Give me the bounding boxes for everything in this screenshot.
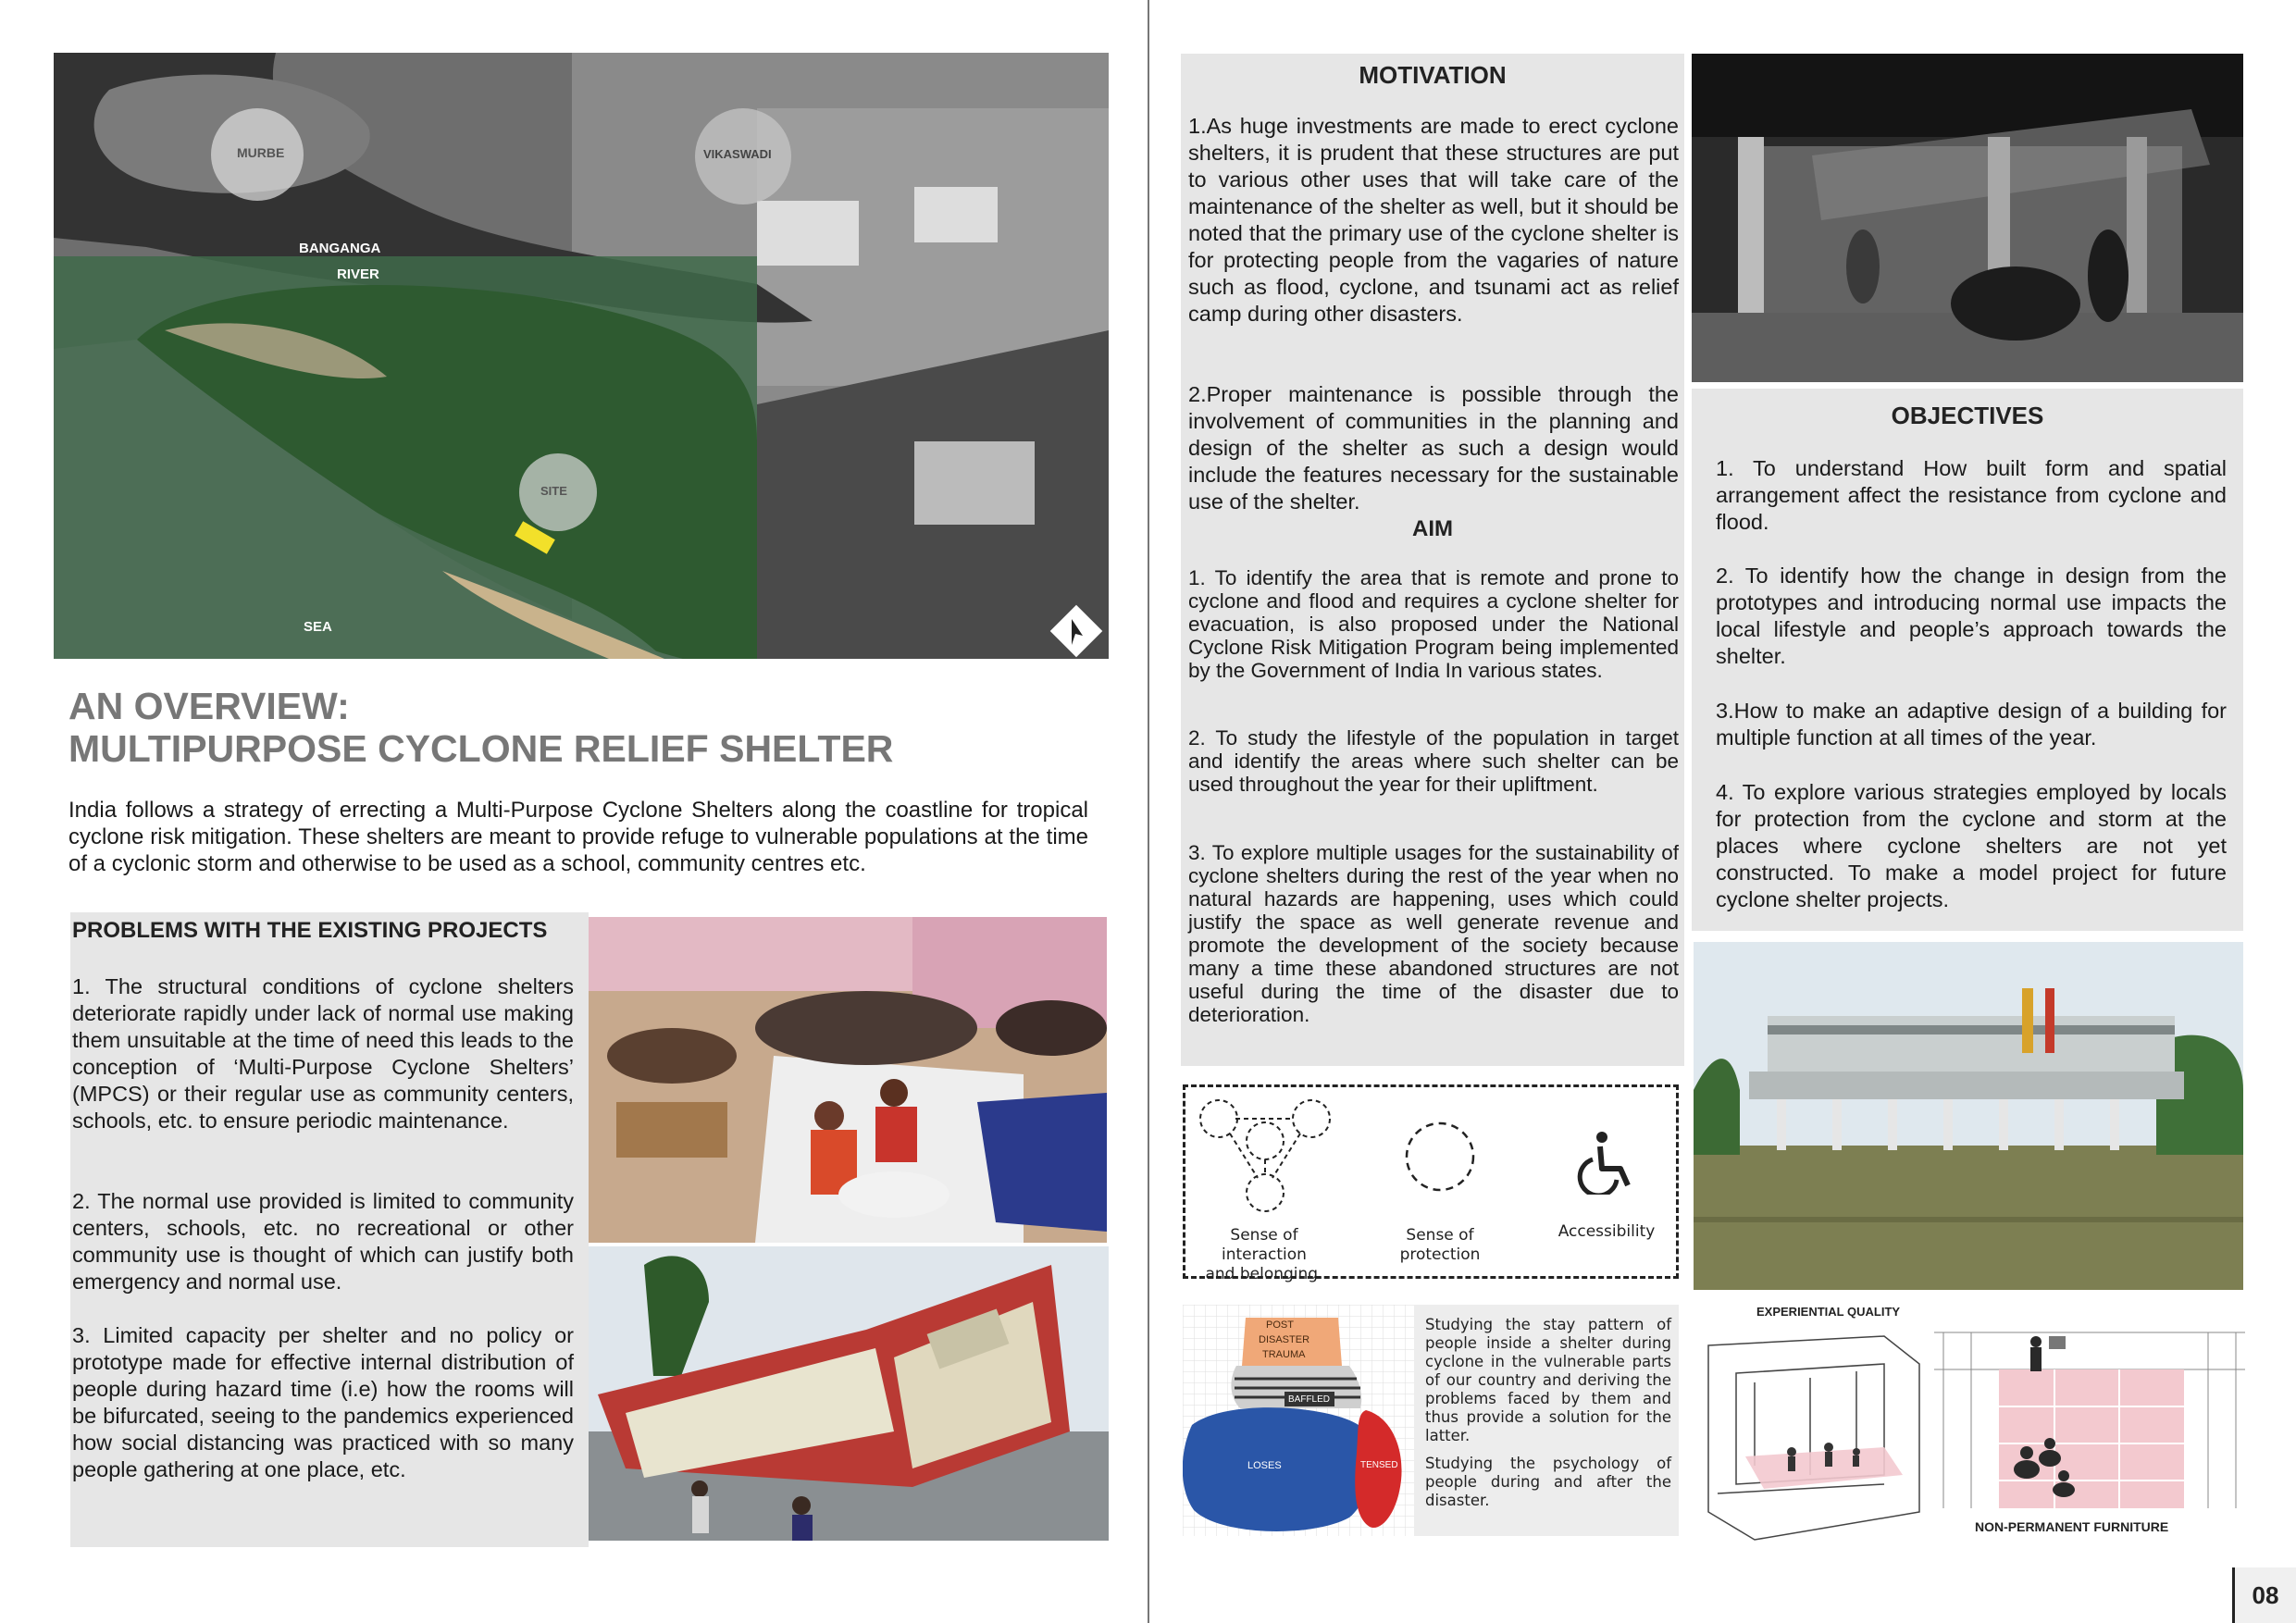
flooded-shelter-photo [1694,942,2243,1290]
problems-item-3: 3. Limited capacity per shelter and no policy or prototype made for effective internal distribution of people during hazard time (i.e) how the rooms will be bifurcated, seeing to the pandemics experienced how social distancing was practiced with so many people gathering at one place, etc. [72,1323,574,1481]
psychology-text-2: Studying the psychology of people during and after the disaster. [1425,1455,1671,1509]
objectives-item-4: 4. To explore various strategies employed by locals for protection from the cyclone and storm at the places where cyclone shelters are not yet constructed. To make a model project for future cyclone shelter projects. [1716,780,2227,911]
objectives-item-2: 2. To identify how the change in design from the prototypes and introducing normal use impacts the local lifestyle and people’s approach towards the shelter. [1716,564,2227,668]
objectives-item-1: 1. To understand How built form and spatial arrangement affect the resistance from cyclone and flood. [1716,456,2227,534]
psychology-panel [1183,1305,1679,1536]
qualities-icon-strip [1183,1084,1679,1283]
psychology-diagram [1183,1305,1414,1536]
objectives-panel [1692,389,2243,931]
interaction-network-icon [1193,1093,1332,1213]
aim-item-2: 2. To study the lifestyle of the population in target and identify the areas where such shelter can be used throughout the year for their upliftment. [1188,726,1679,796]
objectives-item-3: 3.How to make an adaptive design of a building for multiple function at all times of the year. [1716,699,2227,750]
map-label-river: RIVER [337,266,379,282]
motivation-heading: MOTIVATION [1359,61,1507,89]
problems-heading: PROBLEMS WITH THE EXISTING PROJECTS [72,918,548,943]
under-shelter-photo [1692,54,2243,382]
map-label-vikaswadi: VIKASWADI [703,147,772,161]
aerial-site-map [54,53,1109,659]
aim-item-3: 3. To explore multiple usages for the sustainability of cyclone shelters during the rest of the year when no natural hazards are happening, uses which could justify the space as well generate revenue and promote the development of the society because many a time these abandoned structures are not useful during the time of the disaster due to deterioration. [1188,841,1679,1026]
shelter-crowd-photo [589,917,1107,1243]
psych-label-trauma: TRAUMA [1262,1349,1306,1360]
motivation-item-1: 1.As huge investments are made to erect cyclone shelters, it is prudent that these structures are put to various other uses that will take care of the maintenance of the shelter as well, but it should be noted that the primary use of the cyclone shelter is for protecting people from the vagaries of nature such as flood, cyclone, and tsunami act as relief camp during other disasters. [1188,114,1679,326]
problems-item-2: 2. The normal use provided is limited to community centers, schools, etc. no recreational or other community use is thought of which can justify both emergency and normal use. [72,1189,574,1294]
psych-label-baffled: BAFFLED [1288,1394,1331,1405]
caption-protection: Sense of protection [1399,1226,1481,1264]
problems-panel [70,912,589,1547]
psych-label-post: POST [1266,1319,1294,1331]
protection-circle-icon [1398,1115,1482,1198]
map-label-site: SITE [540,484,567,498]
problems-item-1: 1. The structural conditions of cyclone shelters deteriorate rapidly under lack of normal use making them unsuitable at the time of need this leads to the conception of ‘Multi-Purpose Cyclone Shelters’ (MPCS) or their regular use as community centers, schools, etc. to ensure periodic maintenance. [72,974,574,1133]
motivation-aim-panel [1181,54,1684,1066]
caption-accessibility: Accessibility [1558,1222,1656,1241]
experiential-quality-label: EXPERIENTIAL QUALITY [1756,1305,1901,1319]
aim-item-1: 1. To identify the area that is remote and prone to cyclone and flood and requires a cyclone shelter for evacuation, is also proposed under the National Cyclone Risk Mitigation Program being implemented by the Government of India In various states. [1188,566,1679,682]
psychology-text-1: Studying the stay pattern of people inside a shelter during cyclone in the vulnerable parts of our country and deriving the problems faced by them and thus provide a solution for the latter. [1425,1316,1671,1444]
map-label-banganga: BANGANGA [299,241,381,256]
objectives-heading: OBJECTIVES [1891,402,2044,429]
collapsed-building-photo [589,1246,1109,1541]
caption-interaction: Sense of interaction and belonging. [1205,1226,1323,1283]
wheelchair-icon [1574,1130,1639,1195]
psych-label-tensed: TENSED [1360,1460,1398,1470]
page-title-line1: AN OVERVIEW: [68,685,350,727]
psych-label-disaster: DISASTER [1259,1334,1310,1345]
map-label-sea: SEA [304,619,332,635]
non-permanent-furniture-label: NON-PERMANENT FURNITURE [1975,1519,2169,1534]
page-gutter-divider [1148,0,1149,1623]
overview-intro: India follows a strategy of errecting a Multi-Purpose Cyclone Shelters along the coastline for tropical cyclone risk mitigation. These shelters are meant to provide refuge to vulnerable populations at the time of a cyclonic storm and otherwise to be used as a school, community centres etc. [68,798,1088,876]
experiential-quality-sketch [1699,1299,1925,1542]
map-label-murbe: MURBE [237,145,285,160]
page-title-line2: MULTIPURPOSE CYCLONE RELIEF SHELTER [68,727,894,770]
aim-heading: AIM [1412,516,1453,541]
motivation-item-2: 2.Proper maintenance is possible through the involvement of communities in the planning and design of the shelter as such a design would include the features necessary for the sustainable use of the shelter. [1188,382,1679,514]
page-number: 08 [2232,1567,2296,1623]
non-permanent-furniture-sketch [1934,1314,2245,1542]
psych-label-loses: LOSES [1247,1460,1282,1471]
